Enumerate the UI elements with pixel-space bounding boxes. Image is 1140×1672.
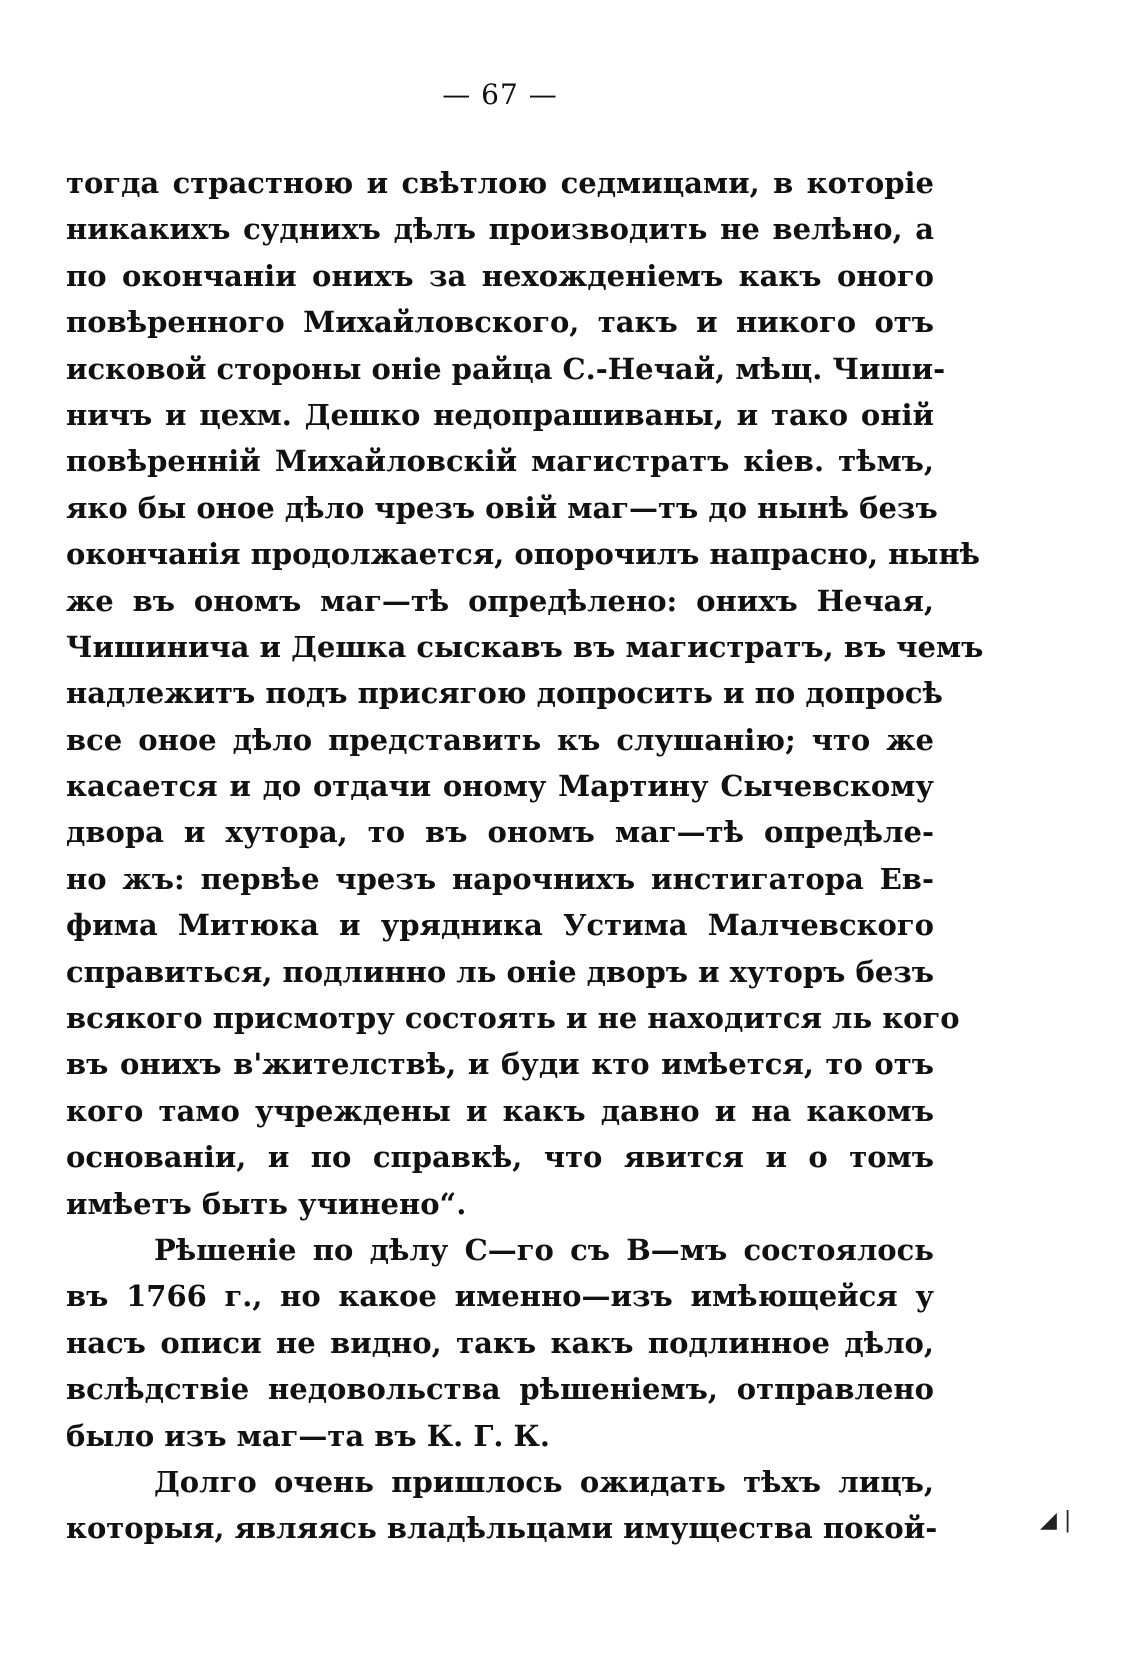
text-line: по окончаніи онихъ за нехожденіемъ какъ оного: [66, 258, 934, 293]
text-line: никакихъ суднихъ дѣлъ производить не велѣно, а: [66, 212, 934, 247]
text-line: основаніи, и по справкѣ, что явится и о томъ: [66, 1140, 934, 1175]
text-line: вслѣдствіе недовольства рѣшеніемъ, отправлено: [66, 1372, 934, 1407]
text-line: въ онихъ в'жителствѣ, и буди кто имѣется, то отъ: [66, 1047, 934, 1082]
text-line: Чишинича и Дешка сыскавъ въ магистратъ, въ чемъ: [66, 629, 984, 664]
margin-mark: ◢ |: [1040, 1508, 1072, 1533]
text-line: фима Митюка и урядника Устима Малчевского: [66, 908, 934, 943]
text-line: же въ ономъ маг—тѣ опредѣлено: онихъ Нечая,: [66, 583, 934, 618]
text-line: справиться, подлинно ль оніе дворъ и хуторъ безъ: [66, 954, 935, 989]
text-line: повѣренній Михайловскій магистратъ кіев. тѣмъ,: [66, 444, 934, 479]
paragraph-end-line: имѣетъ быть учинено“.: [66, 1186, 467, 1221]
text-line: все оное дѣло представить къ слушанію; что же: [66, 722, 934, 757]
paragraph-end-line: было изъ маг—та въ К. Г. К.: [66, 1418, 551, 1453]
page-number: — 67 —: [442, 78, 558, 111]
text-line: яко бы оное дѣло чрезъ овій маг—тъ до нынѣ безъ: [66, 490, 938, 525]
paragraph-start-line: Рѣшеніе по дѣлу С—го съ В—мъ состоялось: [154, 1232, 934, 1267]
text-line: касается и до отдачи оному Мартину Сычевскому: [66, 769, 934, 804]
text-line: тогда страстною и свѣтлою седмицами, в которіе: [66, 166, 934, 200]
text-line: всякого присмотру состоять и не находится ль кого: [66, 1001, 960, 1036]
text-line: которыя, являясь владѣльцами имущества покой-: [66, 1511, 938, 1546]
text-line: исковой стороны оніе райца С.-Нечай, мѣщ. Чиши-: [66, 351, 946, 386]
text-line: насъ описи не видно, такъ какъ подлинное дѣло,: [66, 1325, 934, 1360]
text-line: двора и хутора, то въ ономъ маг—тѣ опредѣле-: [66, 815, 934, 850]
paragraph-start-line: Долго очень пришлось ожидать тѣхъ лицъ,: [154, 1464, 934, 1499]
text-line: повѣренного Михайловского, такъ и никого отъ: [66, 305, 934, 340]
body-text: [66, 160, 984, 1552]
text-line: кого тамо учреждены и какъ давно и на какомъ: [66, 1093, 934, 1128]
text-line: надлежитъ подъ присягою допросить и по допросѣ: [66, 676, 943, 711]
text-line: ничъ и цехм. Дешко недопрашиваны, и тако оній: [66, 397, 934, 432]
text-line: окончанія продолжается, опорочилъ напрасно, нынѣ: [66, 537, 981, 572]
text-line: въ 1766 г., но какое именно—изъ имѣющейся у: [66, 1279, 934, 1314]
text-line: но жъ: первѣе чрезъ нарочнихъ инстигатора Ев-: [66, 861, 934, 896]
